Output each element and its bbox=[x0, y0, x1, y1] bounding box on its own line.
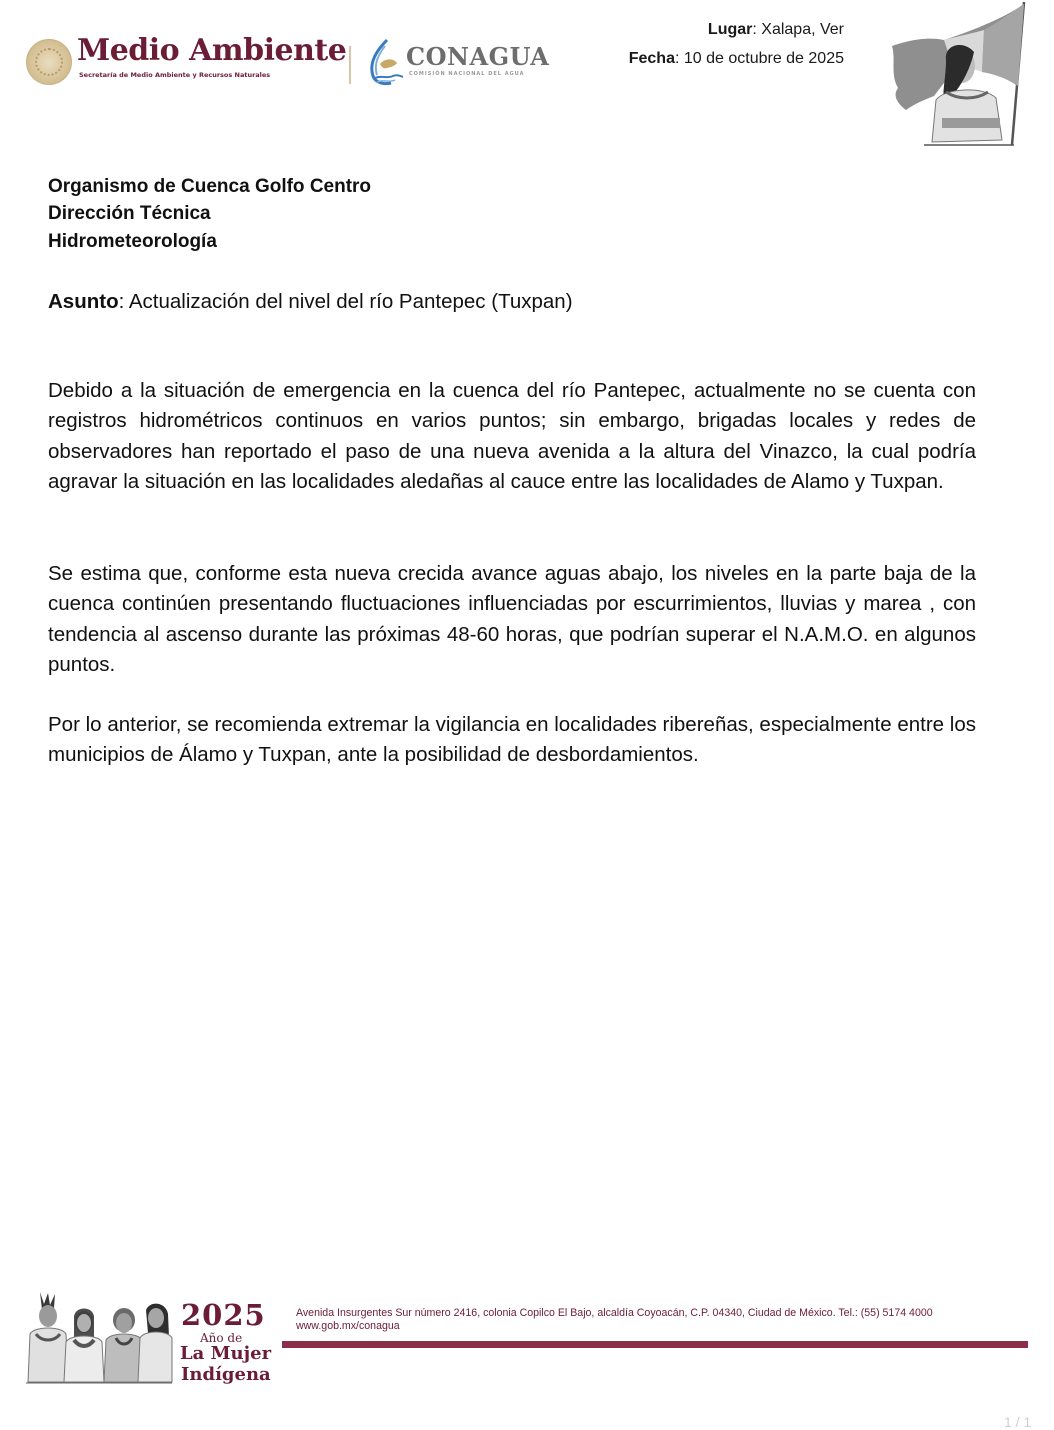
conagua-logo-subtitle: COMISIÓN NACIONAL DEL AGUA bbox=[409, 71, 525, 77]
year-logo-line2: La Mujer bbox=[180, 1343, 272, 1364]
medio-ambiente-logo-title: Medio Ambiente bbox=[77, 33, 347, 68]
indigenous-women-illustration bbox=[22, 1290, 174, 1386]
footer-address: Avenida Insurgentes Sur número 2416, colonia Copilco El Bajo, alcaldía Coyoacán, C.P. 04340, Ciudad de México. Tel.: (55) 5174 4000 bbox=[296, 1307, 933, 1319]
year-logo-line1: Año de bbox=[200, 1331, 243, 1345]
year-logo-line3: Indígena bbox=[181, 1364, 271, 1385]
addressee-direccion: Dirección Técnica bbox=[48, 203, 211, 224]
subject-line bbox=[48, 290, 573, 314]
subject-text: : Actualización del nivel del río Pantepec (Tuxpan) bbox=[118, 290, 573, 313]
footer-contact bbox=[296, 1307, 933, 1333]
logo-divider bbox=[349, 46, 351, 84]
lugar-line bbox=[708, 21, 844, 39]
body-paragraph: Se estima que, conforme esta nueva crecida avance aguas abajo, los niveles en la parte baja de la cuenca continúen presentando fluctuaciones influenciadas por escurrimientos, lluvias y marea , con tendencia al ascenso durante las próximas 48-60 horas, que podrían superar el N.A.M.O. en algunos puntos. bbox=[48, 562, 976, 676]
fecha-value: : 10 de octubre de 2025 bbox=[674, 50, 844, 67]
lugar-label: Lugar bbox=[707, 21, 753, 38]
coat-of-arms-icon bbox=[26, 39, 72, 85]
fecha-label: Fecha bbox=[628, 50, 675, 67]
footer-divider-bar bbox=[282, 1341, 1028, 1348]
lugar-value: : Xalapa, Ver bbox=[752, 21, 844, 38]
conagua-logo-title: CONAGUA bbox=[406, 42, 550, 71]
footer-website-link[interactable]: www.gob.mx/conagua bbox=[296, 1320, 400, 1332]
subject-label: Asunto bbox=[48, 290, 119, 313]
addressee-organismo: Organismo de Cuenca Golfo Centro bbox=[48, 176, 372, 197]
year-logo-number: 2025 bbox=[181, 1298, 266, 1332]
body-paragraph: Debido a la situación de emergencia en la cuenca del río Pantepec, actualmente no se cuenta con registros hidrométricos continuos en varios puntos; sin embargo, brigadas locales y redes de observadores han reportado el paso de una nueva avenida a la altura del Vinazco, la cual podría agravar la situación en las localidades aledañas al cauce entre las localidades de Alamo y Tuxpan. bbox=[48, 379, 976, 493]
body-paragraph: Por lo anterior, se recomienda extremar la vigilancia en localidades ribereñas, especialmente entre los municipios de Álamo y Tuxpan, ante la posibilidad de desbordamientos. bbox=[48, 713, 976, 767]
woman-with-flag-illustration bbox=[884, 0, 1034, 150]
addressee-area: Hidrometeorología bbox=[48, 231, 217, 252]
medio-ambiente-logo-subtitle: Secretaría de Medio Ambiente y Recursos Naturales bbox=[79, 71, 271, 79]
fecha-line bbox=[629, 50, 844, 68]
conagua-drop-icon bbox=[365, 38, 405, 86]
page-indicator: 1 / 1 bbox=[1004, 1414, 1032, 1430]
